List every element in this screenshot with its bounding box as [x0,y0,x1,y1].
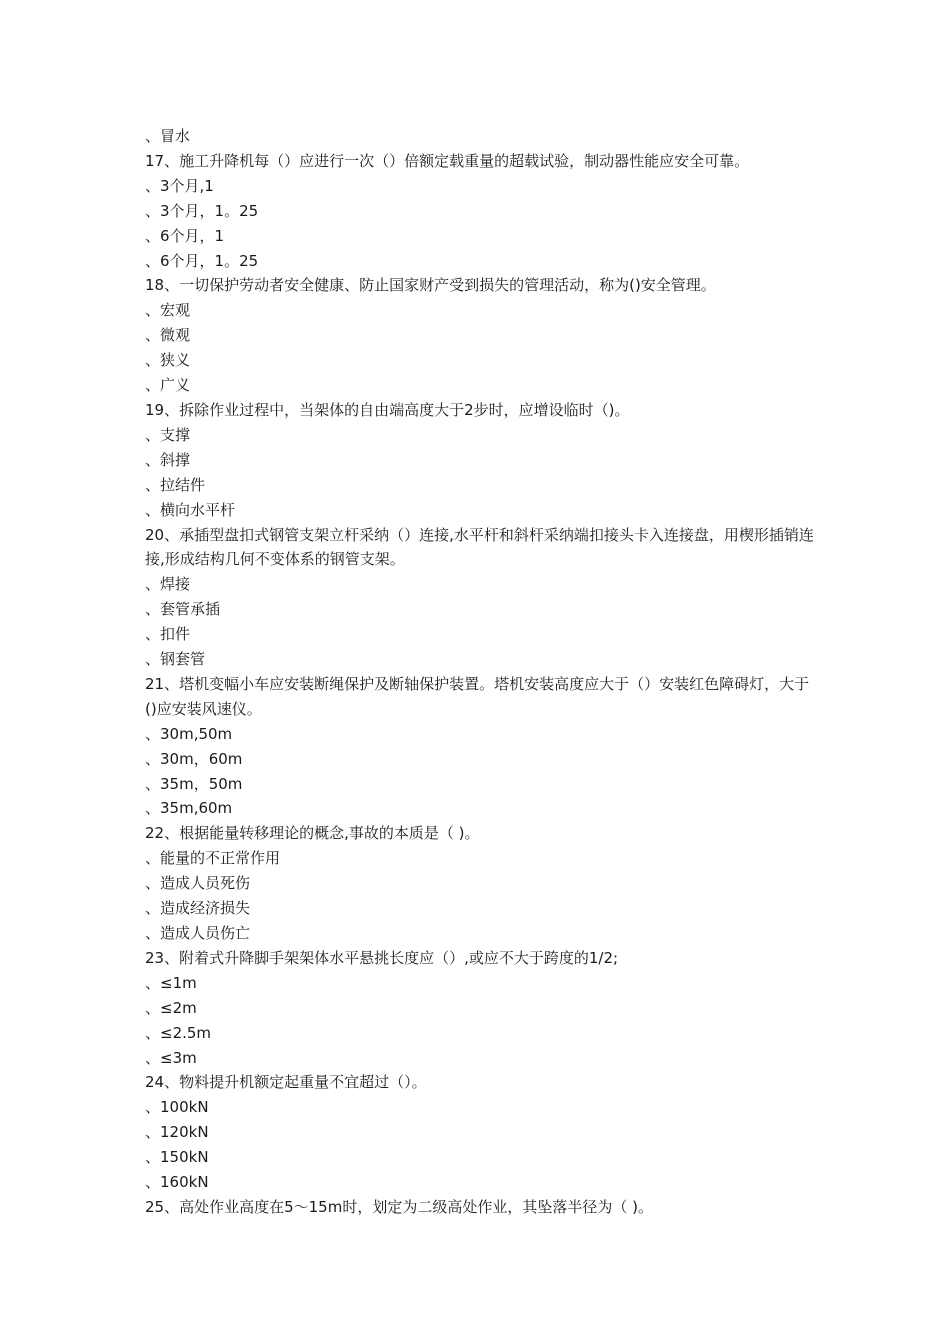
option-text: 、6个月，1 [145,226,225,245]
option-text: 、微观 [145,326,191,345]
question-text: 25、高处作业高度在5～15m时，划定为二级高处作业，其坠落半径为（ )。 [145,1197,653,1216]
question-text: 20、承插型盘扣式钢管支架立杆采纳（）连接,水平杆和斜杆采纳端扣接头卡入连接盘，用楔形插销连接,形成结构几何不变体系的钢管支架。 [145,525,814,569]
option-text: 、160kN [145,1173,209,1192]
option-text: 、≤3m [145,1048,197,1067]
option-text: 、150kN [145,1148,209,1167]
question-text: 19、拆除作业过程中，当架体的自由端高度大于2步时，应增设临时（)。 [145,400,630,419]
option-text: 、狭义 [145,351,191,370]
option-text: 、造成经济损失 [145,899,251,918]
option-text: 、套管承插 [145,600,221,619]
question-text: 17、施工升降机每（）应进行一次（）倍额定载重量的超载试验，制动器性能应安全可靠。 [145,151,750,170]
option-text: 、横向水平杆 [145,500,236,519]
option-text: 、能量的不正常作用 [145,849,281,868]
option-text: 、≤2.5m [145,1023,212,1042]
question-text: 22、根据能量转移理论的概念,事故的本质是（ )。 [145,824,480,843]
question-text: 18、一切保护劳动者安全健康、防止国家财产受到损失的管理活动，称为()安全管理。 [145,276,716,295]
option-text: 、钢套管 [145,650,206,669]
option-text: 、3个月,1 [145,176,214,195]
option-text: 、冒水 [145,127,191,145]
option-text: 、≤1m [145,973,197,992]
option-text: 、广义 [145,376,191,395]
option-text: 、造成人员死伤 [145,874,251,893]
option-text: 、支撑 [145,425,191,444]
option-text: 、35m,60m [145,799,233,818]
option-text: 、3个月，1。25 [145,201,259,220]
option-text: 、6个月，1。25 [145,251,259,270]
option-text: 、宏观 [145,301,191,320]
option-text: 、拉结件 [145,475,206,494]
option-text: 、≤2m [145,998,197,1017]
option-text: 、造成人员伤亡 [145,924,251,942]
option-text: 、斜撑 [145,450,191,469]
question-text: 21、塔机变幅小车应安装断绳保护及断轴保护装置。塔机安装高度应大于（）安装红色障碍灯，大于()应安装风速仪。 [145,674,810,718]
option-text: 、扣件 [145,625,191,644]
option-text: 、焊接 [145,575,191,594]
question-text: 24、物料提升机额定起重量不宜超过（）。 [145,1073,427,1092]
option-text: 、100kN [145,1098,209,1117]
option-text: 、120kN [145,1123,209,1142]
option-text: 、30m，60m [145,749,243,768]
question-text: 23、附着式升降脚手架架体水平悬挑长度应（）,或应不大于跨度的1/2; [145,948,619,967]
option-text: 、35m，50m [145,774,243,793]
question-list [145,124,815,1220]
option-text: 、30m,50m [145,724,233,743]
